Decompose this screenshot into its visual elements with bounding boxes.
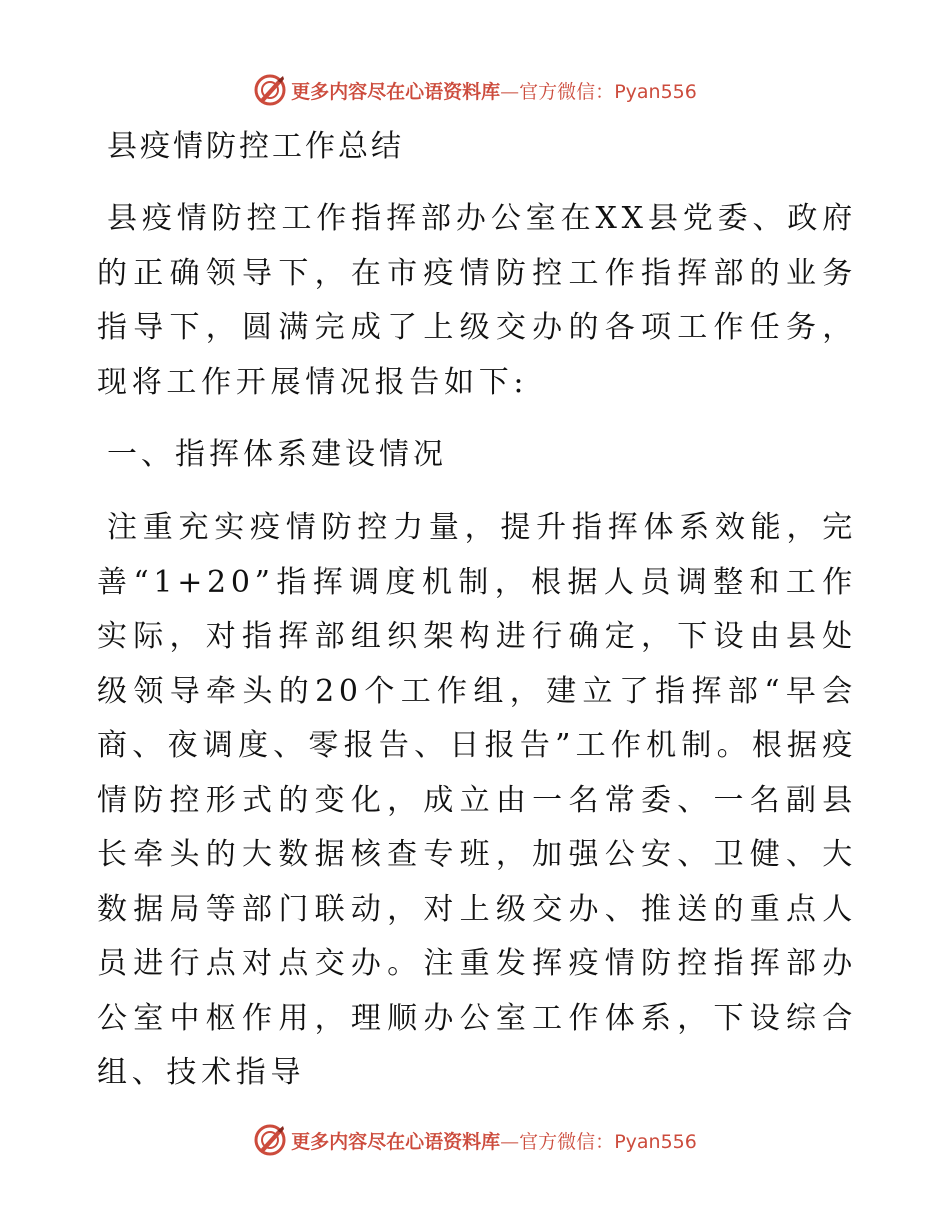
brush-logo-icon xyxy=(253,73,287,107)
brush-logo-icon xyxy=(253,1123,287,1157)
watermark-banner-top xyxy=(0,70,950,110)
section-heading-1: 一、指挥体系建设情况 xyxy=(107,437,447,472)
watermark-banner-bottom xyxy=(0,1120,950,1160)
intro-paragraph: 县疫情防控工作指挥部办公室在XX县党委、政府的正确领导下，在市疫情防控工作指挥部的业务指导下，圆满完成了上级交办的各项工作任务，现将工作开展情况报告如下: xyxy=(97,201,857,400)
document-body xyxy=(97,123,857,1101)
watermark-text: 更多内容尽在心语资料库—官方微信：Pyan556 xyxy=(291,1130,697,1153)
document-title: 县疫情防控工作总结 xyxy=(107,129,404,164)
watermark-text: 更多内容尽在心语资料库—官方微信：Pyan556 xyxy=(291,80,697,103)
section-1-paragraph: 注重充实疫情防控力量，提升指挥体系效能，完善“1+20”指挥调度机制，根据人员调整和工作实际，对指挥部组织架构进行确定，下设由县处级领导牵头的20个工作组，建立了指挥部“早会商、夜调度、零报告、日报告”工作机制。根据疫情防控形式的变化，成立由一名常委、一名副县长牵头的大数据核查专班，加强公安、卫健、大数据局等部门联动，对上级交办、推送的重点人员进行点对点交办。注重发挥疫情防控指挥部办公室中枢作用，理顺办公室工作体系，下设综合组、技术指导 xyxy=(97,510,857,1090)
